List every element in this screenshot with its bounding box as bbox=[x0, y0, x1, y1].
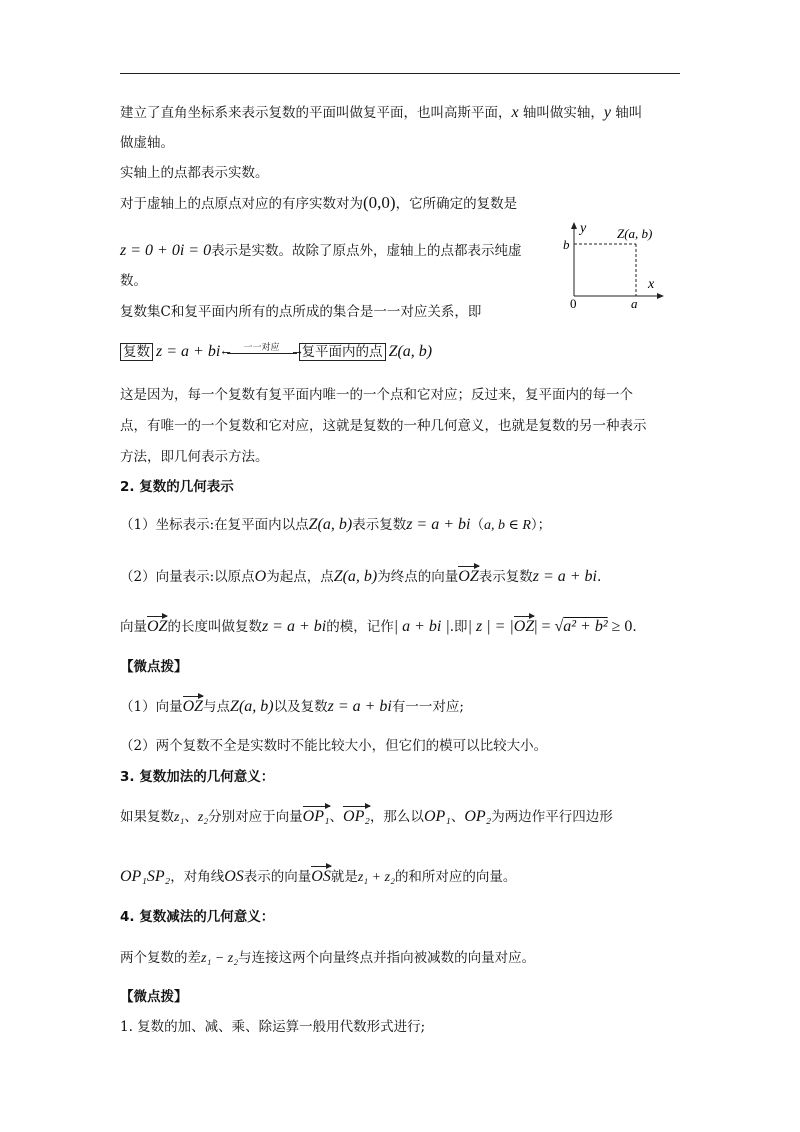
section-heading-4: 4. 复数减法的几何意义： bbox=[120, 909, 275, 925]
tip-item-2: （2）两个复数不全是实数时不能比较大小，但它们的模可以比较大小。 bbox=[120, 738, 548, 754]
paragraph-origin: 对于虚轴上的点原点对应的有序实数对为(0,0)，它所确定的复数是 bbox=[120, 193, 518, 212]
vector-oz: OZ bbox=[147, 618, 168, 635]
box-complex: 复数 bbox=[120, 343, 153, 361]
operations-note: 1. 复数的加、减、乘、除运算一般用代数形式进行; bbox=[120, 1019, 426, 1035]
vector-op2: OP₂ bbox=[343, 808, 370, 825]
paragraph-explain-2: 点，有唯一的一个复数和它对应，这就是复数的一种几何意义，也就是复数的另一种表示 bbox=[120, 418, 647, 434]
section-heading-3: 3. 复数加法的几何意义： bbox=[120, 769, 275, 785]
double-arrow-icon: 一一对应 ← → bbox=[221, 342, 302, 359]
a-label: a bbox=[631, 296, 638, 310]
vector-op1: OP₁ bbox=[302, 808, 330, 825]
paragraph-explain-1: 这是因为，每一个复数有复平面内唯一的一个点和它对应；反过来，复平面内的每一个 bbox=[120, 387, 633, 403]
tip-item-1: （1）向量 OZ与点Z(a, b)以及复数z = a + bi有一一对应; bbox=[120, 698, 464, 715]
tip-heading-2: 【微点拨】 bbox=[120, 989, 188, 1005]
point-z-label: Z(a, b) bbox=[617, 226, 653, 241]
paragraph-complex-plane: 建立了直角坐标系来表示复数的平面叫做复平面，也叫高斯平面，x 轴叫做实轴，y 轴叫 bbox=[120, 104, 643, 121]
addition-paragraph-cont: OP₁SP₂，对角线OS表示的向量 OS就是z₁ + z₂的和所对应的向量。 bbox=[120, 868, 517, 885]
tip-heading-1: 【微点拨】 bbox=[120, 659, 188, 675]
coord-representation: （1）坐标表示:在复平面内以点Z(a, b)表示复数z = a + bi（a, b ∈ R）； bbox=[120, 516, 552, 533]
section-heading-2: 2. 复数的几何表示 bbox=[120, 479, 234, 495]
vector-os: OS bbox=[311, 868, 331, 885]
vector-oz: OZ bbox=[182, 698, 204, 715]
modulus-definition: 向量 OZ的长度叫做复数z = a + bi的模，记作| a + bi |.即| z | = | OZ| = √a² + b² ≥ 0. bbox=[120, 618, 637, 635]
b-label: b bbox=[563, 237, 570, 252]
paragraph-zero-cont: 数。 bbox=[120, 273, 147, 289]
complex-plane-diagram bbox=[560, 220, 670, 310]
paragraph-one-to-one: 复数集C和复平面内所有的点所成的集合是一一对应关系，即 bbox=[120, 304, 482, 320]
paragraph-complex-plane-cont: 做虚轴。 bbox=[120, 135, 174, 151]
vector-oz: OZ bbox=[458, 568, 479, 585]
paragraph-real-axis: 实轴上的点都表示实数。 bbox=[120, 165, 269, 181]
box-point: 复平面内的点 bbox=[299, 343, 386, 361]
vector-representation: （2）向量表示:以原点O为起点，点Z(a, b)为终点的向量 OZ表示复数z = a + bi. bbox=[120, 568, 602, 585]
origin-label: 0 bbox=[570, 296, 577, 310]
vector-oz: OZ bbox=[513, 618, 535, 635]
correspondence-line: 复数 z = a + bi 一一对应 ← → 复平面内的点 Z(a, b) bbox=[120, 340, 432, 361]
header-rule bbox=[120, 73, 680, 74]
paragraph-zero: z = 0 + 0i = 0表示是实数。故除了原点外，虚轴上的点都表示纯虚 bbox=[120, 242, 522, 259]
x-axis-label: x bbox=[648, 277, 655, 292]
addition-paragraph: 如果复数z₁、z₂分别对应于向量 OP₁、 OP₂，那么以OP₁、OP₂为两边作平行四边形 bbox=[120, 808, 613, 825]
y-axis-label: y bbox=[580, 221, 587, 236]
subtraction-paragraph: 两个复数的差z₁ − z₂与连接这两个向量终点并指向被减数的向量对应。 bbox=[120, 950, 536, 966]
paragraph-explain-3: 方法，即几何表示方法。 bbox=[120, 449, 269, 465]
